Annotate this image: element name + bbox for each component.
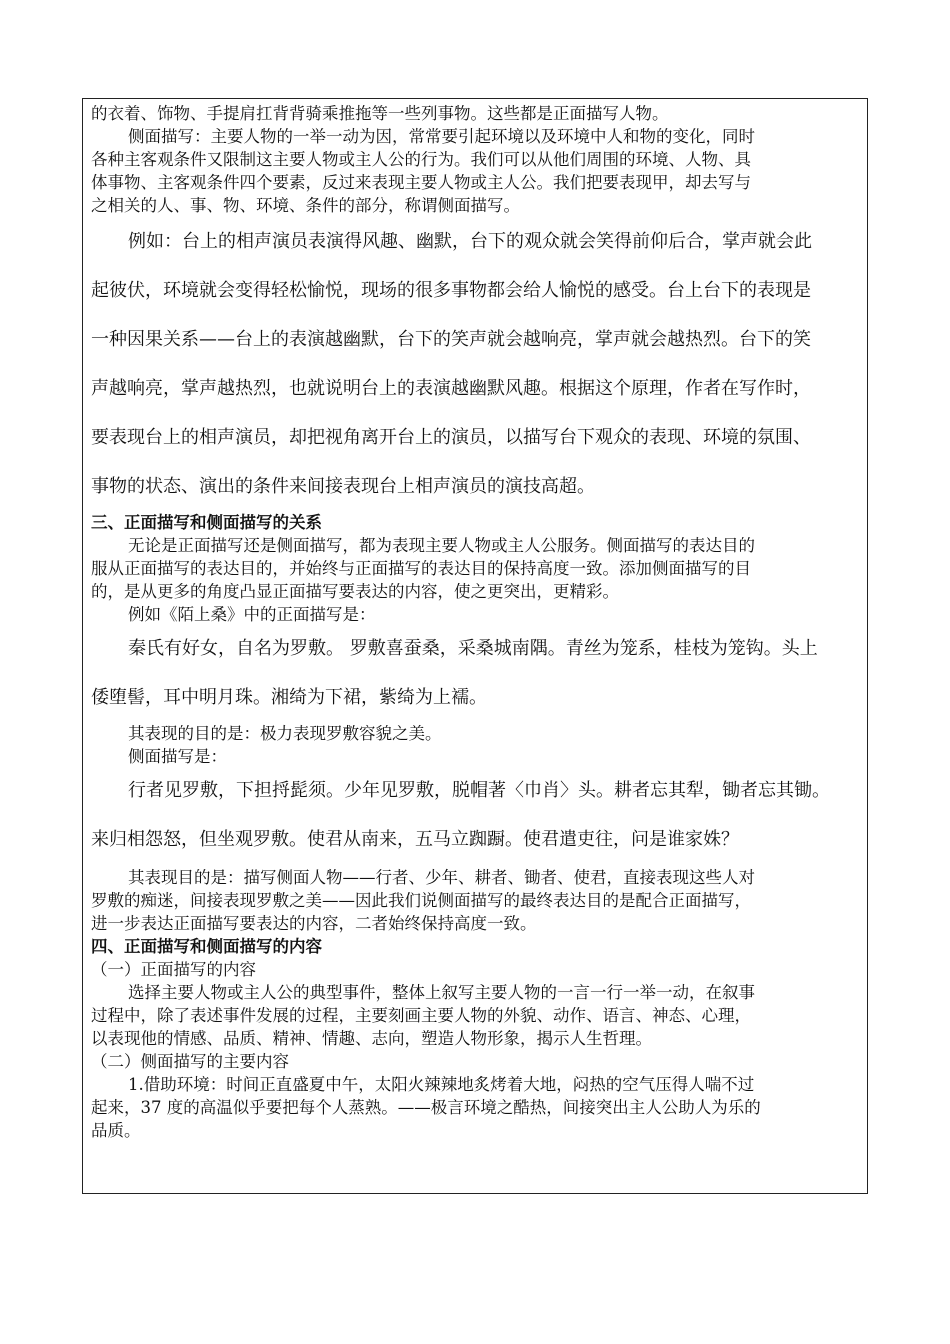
text-line: 以表现他的情感、品质、精神、情趣、志向，塑造人物形象，揭示人生哲理。 xyxy=(91,1029,652,1048)
poem-line: 来归相怨怒，但坐观罗敷。使君从南来，五马立踟蹰。使君遣吏往，问是谁家姝？ xyxy=(91,829,739,850)
text-line: 例如《陌上桑》中的正面描写是： xyxy=(128,605,376,624)
text-line: 1.借助环境：时间正直盛夏中午，太阳火辣辣地炙烤着大地，闷热的空气压得人喘不过 xyxy=(128,1075,755,1094)
subsection-heading: （一）正面描写的内容 xyxy=(91,960,256,979)
poem-line: 行者见罗敷，下担捋髭须。少年见罗敷，脱帽著〈巾肖〉头。耕者忘其犁，锄者忘其锄。 xyxy=(128,780,830,801)
example-line: 例如：台上的相声演员表演得风趣、幽默，台下的观众就会笑得前仰后合，掌声就会此 xyxy=(128,231,812,252)
text-line: 侧面描写：主要人物的一举一动为因，常常要引起环境以及环境中人和物的变化，同时 xyxy=(128,127,755,146)
example-block xyxy=(91,229,859,499)
text-line: 选择主要人物或主人公的典型事件，整体上叙写主要人物的一言一行一举一动，在叙事 xyxy=(128,983,755,1002)
text-line: 进一步表达正面描写要表达的内容，二者始终保持高度一致。 xyxy=(91,914,537,933)
text-line: 品质。 xyxy=(91,1121,141,1140)
text-line: 体事物、主客观条件四个要素，反过来表现主要人物或主人公。我们把要表现甲，却去写与 xyxy=(91,173,751,192)
example-line: 起彼伏，环境就会变得轻松愉悦，现场的很多事物都会给人愉悦的感受。台上台下的表现是 xyxy=(91,280,811,301)
text-line: 其表现的目的是：极力表现罗敷容貌之美。 xyxy=(128,724,442,743)
document-frame xyxy=(82,98,868,1194)
subsection-heading: （二）侧面描写的主要内容 xyxy=(91,1052,289,1071)
example-line: 要表现台上的相声演员，却把视角离开台上的演员，以描写台下观众的表现、环境的氛围、 xyxy=(91,427,811,448)
text-line: 的，是从更多的角度凸显正面描写要表达的内容，使之更突出，更精彩。 xyxy=(91,582,619,601)
text-line: 罗敷的痴迷，间接表现罗敷之美——因此我们说侧面描写的最终表达目的是配合正面描写， xyxy=(91,891,751,910)
text-line: 侧面描写是： xyxy=(128,747,227,766)
example-line: 声越响亮，掌声越热烈，也就说明台上的表演越幽默风趣。根据这个原理，作者在写作时， xyxy=(91,378,811,399)
section-heading-4: 四、正面描写和侧面描写的内容 xyxy=(91,937,322,956)
text-line: 过程中，除了表述事件发展的过程，主要刻画主要人物的外貌、动作、语言、神态、心理， xyxy=(91,1006,751,1025)
text-line: 起来，37 度的高温似乎要把每个人蒸熟。——极言环境之酷热，间接突出主人公助人为乐的 xyxy=(91,1098,761,1117)
text-line: 无论是正面描写还是侧面描写，都为表现主要人物或主人公服务。侧面描写的表达目的 xyxy=(128,536,755,555)
poem-line: 倭堕髻，耳中明月珠。湘绮为下裙，紫绮为上襦。 xyxy=(91,687,487,708)
example-line: 事物的状态、演出的条件来间接表现台上相声演员的演技高超。 xyxy=(91,476,595,497)
text-line: 各种主客观条件又限制这主要人物或主人公的行为。我们可以从他们周围的环境、人物、具 xyxy=(91,150,751,169)
text-line: 的衣着、饰物、手提肩扛背背骑乘推拖等一些列事物。这些都是正面描写人物。 xyxy=(91,104,669,123)
text-line: 其表现目的是：描写侧面人物——行者、少年、耕者、锄者、使君，直接表现这些人对 xyxy=(128,868,755,887)
text-line: 之相关的人、事、物、环境、条件的部分，称谓侧面描写。 xyxy=(91,196,520,215)
section-heading-3: 三、正面描写和侧面描写的关系 xyxy=(91,513,322,532)
poem-line: 秦氏有好女，自名为罗敷。 罗敷喜蚕桑，采桑城南隅。青丝为笼系，桂枝为笼钩。头上 xyxy=(128,638,818,659)
example-line: 一种因果关系——台上的表演越幽默，台下的笑声就会越响亮，掌声就会越热烈。台下的笑 xyxy=(91,329,811,350)
text-line: 服从正面描写的表达目的，并始终与正面描写的表达目的保持高度一致。添加侧面描写的目 xyxy=(91,559,751,578)
